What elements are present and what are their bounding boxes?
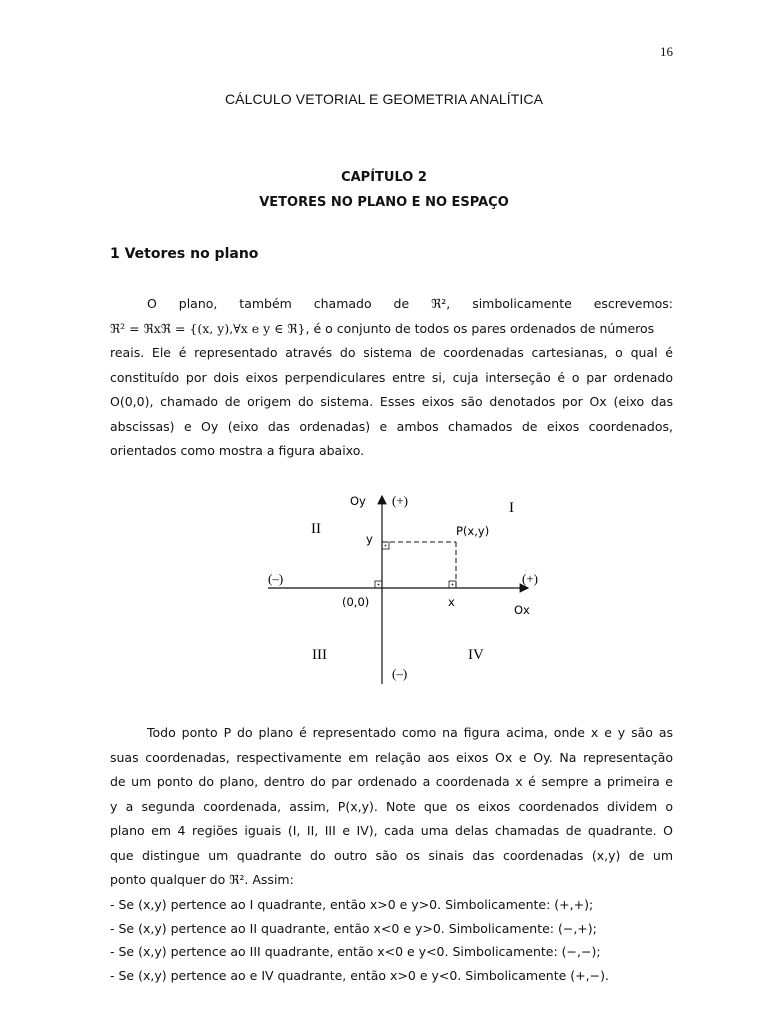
paragraph-line: ponto qualquer do ℜ². Assim: [110,872,294,887]
r2-definition: ℜ² = ℜxℜ = {(x, y),∀x e y ∈ ℜ} [110,320,306,336]
list-item: - Se (x,y) pertence ao III quadrante, então x<0 e y<0. Simbolicamente: (−,−); [110,944,601,960]
minus-x-label: (–) [268,571,284,586]
right-angle-origin [375,581,382,588]
plus-x-label: (+) [522,571,538,586]
paragraph-line: Todo ponto P do plano é representado como na figura acima, onde x e y são as [147,725,673,740]
quadrant-rules-list [110,893,673,988]
paragraph-line: que distingue um quadrante do outro são os sinais das coordenadas (x,y) de um [110,847,673,863]
minus-y-label: (–) [392,666,408,681]
origin-label: (0,0) [342,595,370,609]
right-angle-y [382,542,389,549]
running-head: CÁLCULO VETORIAL E GEOMETRIA ANALÍTICA [224,91,544,107]
list-item: - Se (x,y) pertence ao e IV quadrante, então x>0 e y<0. Simbolicamente (+,−). [110,968,609,984]
section-title: 1 Vetores no plano [110,246,259,262]
paragraph-line: de um ponto do plano, dentro do par ordenado a coordenada x é sempre a primeira e [110,774,673,789]
page-number: 16 [660,44,673,59]
chapter-title: VETORES NO PLANO E NO ESPAÇO [259,195,509,210]
paragraph-line: plano em 4 regiões iguais (I, II, III e IV), cada uma delas chamadas de quadrante. O [110,823,673,838]
y-tick-label: y [366,532,373,546]
paragraph-line: abscissas) e Oy (eixo das ordenadas) e ambos chamados de eixos coordenados, [110,418,673,434]
explanation-paragraph [110,721,673,893]
paragraph-line: constituído por dois eixos perpendiculares entre si, cuja interseção é o par ordenado [110,369,673,385]
paragraph-line: suas coordenadas, respectivamente em relação aos eixos Ox e Oy. Na representação [110,749,673,765]
paragraph-line: y a segunda coordenada, assim, P(x,y). Note que os eixos coordenados dividem o [110,798,673,814]
ox-label: Ox [514,603,530,617]
quadrant-4-label: IV [468,647,484,663]
cartesian-plane-figure [260,488,560,693]
quadrant-2-label: II [311,521,321,537]
quadrant-1-label: I [509,500,514,516]
paragraph-line: reais. Ele é representado através do sistema de coordenadas cartesianas, o qual é [110,345,673,360]
paragraph-line: orientados como mostra a figura abaixo. [110,443,365,458]
oy-label: Oy [350,494,366,508]
paragraph-line: O plano, também chamado de ℜ², simbolicamente escrevemos: [147,296,673,311]
plus-y-label: (+) [392,493,408,508]
paragraph-line: ℜ² = ℜxℜ = {(x, y),∀x e y ∈ ℜ}, é o conjunto de todos os pares ordenados de números [110,320,655,336]
right-angle-x [449,581,456,588]
list-item: - Se (x,y) pertence ao II quadrante, então x<0 e y>0. Simbolicamente: (−,+); [110,920,597,936]
chapter-number: CAPÍTULO 2 [341,170,427,185]
x-tick-label: x [448,595,455,609]
intro-paragraph [110,292,673,464]
list-item: - Se (x,y) pertence ao I quadrante, então x>0 e y>0. Simbolicamente: (+,+); [110,897,594,912]
point-label: P(x,y) [456,524,490,538]
paragraph-line: O(0,0), chamado de origem do sistema. Esses eixos são denotados por Ox (eixo das [110,394,673,409]
quadrant-3-label: III [312,647,327,663]
